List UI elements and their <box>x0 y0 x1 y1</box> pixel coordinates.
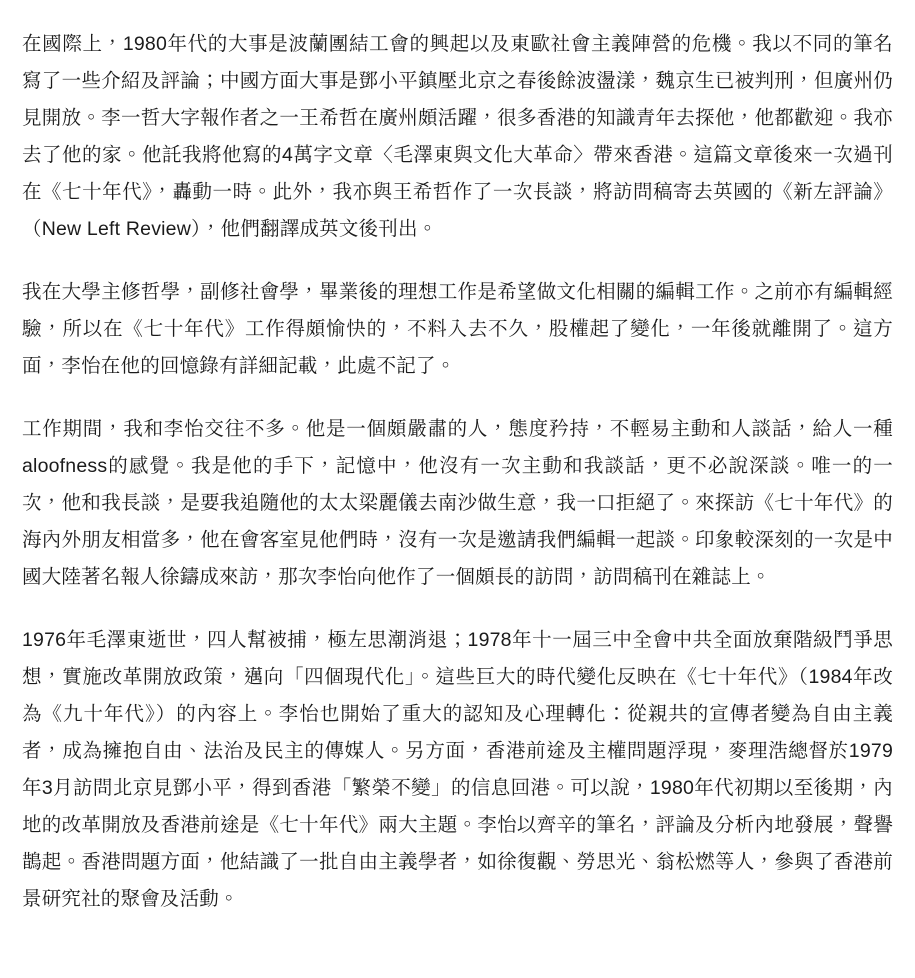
paragraph: 工作期間，我和李怡交往不多。他是一個頗嚴肅的人，態度矜持，不輕易主動和人談話，給人一種aloofness的感覺。我是他的手下，記憶中，他沒有一次主動和我談話，更不必說深談。唯一的一次，他和我長談，是要我追隨他的太太梁麗儀去南沙做生意，我一口拒絕了。來探訪《七十年代》的海內外朋友相當多，他在會客室見他們時，沒有一次是邀請我們編輯一起談。印象較深刻的一次是中國大陸著名報人徐鑄成來訪，那次李怡向他作了一個頗長的訪問，訪問稿刊在雜誌上。 <box>22 418 893 588</box>
paragraph: 我在大學主修哲學，副修社會學，畢業後的理想工作是希望做文化相關的編輯工作。之前亦有編輯經驗，所以在《七十年代》工作得頗愉快的，不料入去不久，股權起了變化，一年後就離開了。這方面，李怡在他的回憶錄有詳細記載，此處不記了。 <box>22 281 893 377</box>
paragraph: 1976年毛澤東逝世，四人幫被捕，極左思潮消退；1978年十一屆三中全會中共全面放棄階級鬥爭思想，實施改革開放政策，邁向「四個現代化」。這些巨大的時代變化反映在《七十年代》（1984年改為《九十年代》）的內容上。李怡也開始了重大的認知及心理轉化：從親共的宣傳者變為自由主義者，成為擁抱自由、法治及民主的傳媒人。另方面，香港前途及主權問題浮現，麥理浩總督於1979年3月訪問北京見鄧小平，得到香港「繁榮不變」的信息回港。可以說，1980年代初期以至後期，內地的改革開放及香港前途是《七十年代》兩大主題。李怡以齊辛的筆名，評論及分析內地發展，聲譽鵲起。香港問題方面，他結識了一批自由主義學者，如徐復觀、勞思光、翁松燃等人，參與了香港前景研究社的聚會及活動。 <box>22 629 893 910</box>
paragraph: 在國際上，1980年代的大事是波蘭團結工會的興起以及東歐社會主義陣營的危機。我以不同的筆名寫了一些介紹及評論；中國方面大事是鄧小平鎮壓北京之春後餘波盪漾，魏京生已被判刑，但廣州仍見開放。李一哲大字報作者之一王希哲在廣州頗活躍，很多香港的知識青年去探他，他都歡迎。我亦去了他的家。他託我將他寫的4萬字文章〈毛澤東與文化大革命〉帶來香港。這篇文章後來一次過刊在《七十年代》，轟動一時。此外，我亦與王希哲作了一次長談，將訪問稿寄去英國的《新左評論》（New Left Review），他們翻譯成英文後刊出。 <box>22 33 893 240</box>
